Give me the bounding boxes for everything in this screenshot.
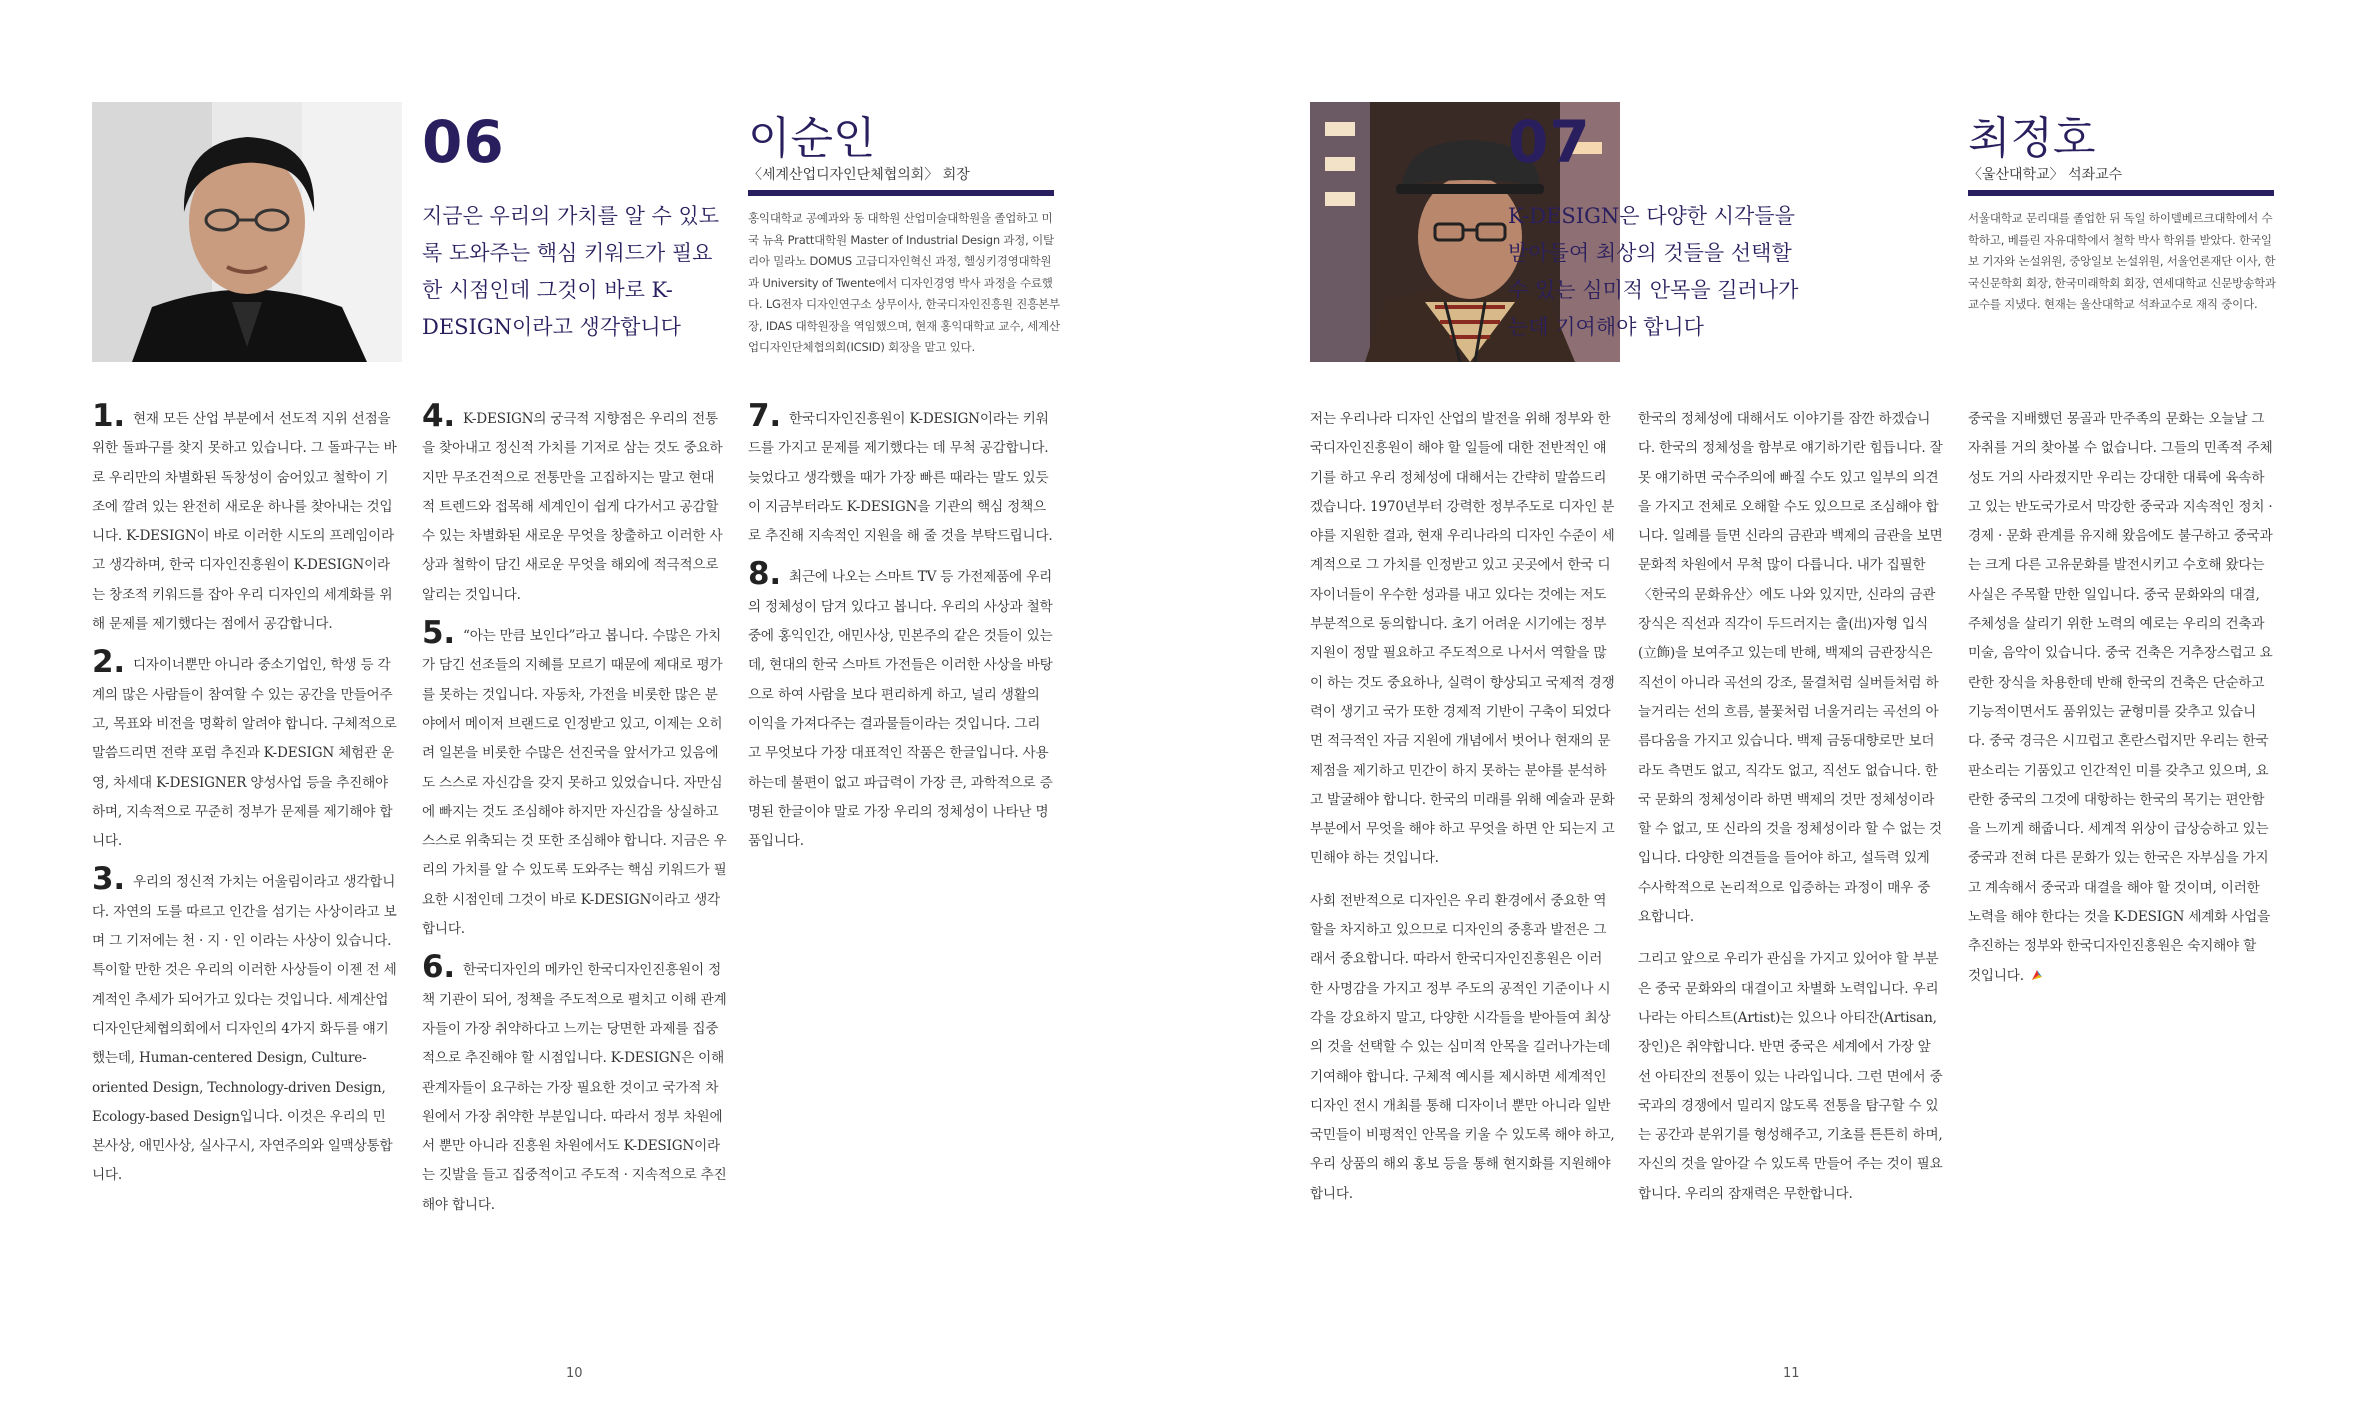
pull-quote: K-DESIGN은 다양한 시각들을 받아들여 최상의 것들을 선택할수 있는 심미적 안목을 길러나가는데 기여해야 합니다 [1508,204,1799,339]
answer-item [422,949,727,1220]
answer-text: 한국디자인진흥원이 K-DESIGN이라는 키워드를 가지고 문제를 제기했다는 데 무척 공감합니다. 늦었다고 생각했을 때가 가장 빠른 때라는 말도 있듯이 지금부터라도 K-DESIGN을 기관의 핵심 정책으로 추진해 지속적인 지원을 해 줄 것을 부탁드립니다. [748,411,1053,545]
answer-text: 우리의 정신적 가치는 어울림이라고 생각합니다. 자연의 도를 따르고 인간을 섬기는 사상이라고 보며 그 기저에는 천 · 지 · 인 이라는 사상이 있습니다. 특이할 만한 것은 우리의 이러한 사상들이 이젠 전 세계적인 추세가 되어가고 있다는 것입니다. 세계산업디자인단체협의회에서 디자인의 4가지 화두를 얘기했는데, Human-centered Design, Culture-oriented Design, Technology-driven Design, Ecology-based Design입니다. 이것은 우리의 민본사상, 애민사상, 실사구시, 자연주의와 일맥상통합니다. [92,874,397,1184]
answers-column-3 [748,398,1053,868]
answer-item [422,398,727,610]
interviewee-bio: 서울대학교 문리대를 졸업한 뒤 독일 하이델베르크대학에서 수학하고, 베를린 자유대학에서 철학 박사 학위를 받았다. 한국일보 기자와 논설위원, 중앙일보 논설위원, 서울언론재단 이사, 한국신문학회 회장, 한국미래학회 회장, 연세대학교 신문방송학과 교수를 지냈다. 현재는 울산대학교 석좌교수로 재직 중이다. [1968,211,2276,311]
page-number: 11 [1783,1366,1800,1381]
answer-text: “아는 만큼 보인다”라고 봅니다. 수많은 가치가 담긴 선조들의 지혜를 모르기 때문에 제대로 평가를 못하는 것입니다. 자동차, 가전을 비롯한 많은 분야에서 메이저 브랜드로 인정받고 있고, 이제는 오히려 일본을 비롯한 수많은 선진국을 앞서가고 있음에도 스스로 자신감을 갖지 못하고 있었습니다. 자만심에 빠지는 것도 조심해야 하지만 자신감을 상실하고 스스로 위축되는 것 또한 조심해야 합니다. 지금은 우리의 가치를 알 수 있도록 도와주는 핵심 키워드가 필요한 시점인데 그것이 바로 K-DESIGN이라고 생각합니다. [422,628,727,938]
answer-number: 5. [422,615,455,652]
answer-number: 7. [748,398,781,434]
answer-number: 8. [748,556,781,593]
answer-item [748,398,1053,551]
right-page [1181,0,2361,1412]
paragraph: 중국을 지배했던 몽골과 만주족의 문화는 오늘날 그 자취를 거의 찾아볼 수 없습니다. 그들의 민족적 주체성도 거의 사라졌지만 우리는 강대한 대륙에 육속하고 있는 반도국가로서 막강한 중국과 지속적인 정치 · 경제 · 문화 관계를 유지해 왔음에도 불구하고 중국과는 크게 다른 고유문화를 발전시키고 수호해 왔다는 사실은 주목할 만한 일입니다. 중국 문화와의 대결, 주체성을 살리기 위한 노력의 예로는 우리의 건축과 미술, 음악이 있습니다. 중국 건축은 거추장스럽고 요란한 장식을 차용한데 반해 한국의 건축은 단순하고 기능적이면서도 품위있는 균형미를 갖추고 있습니다. 중국 경극은 시끄럽고 혼란스럽지만 우리는 한국 판소리는 기품있고 인간적인 미를 갖추고 있으며, 요란한 중국의 그것에 대항하는 한국의 목기는 편안함을 느끼게 해줍니다. 세계적 위상이 급상승하고 있는 중국과 전혀 다른 문화가 있는 한국은 자부심을 가지고 계속해서 중국과 대결을 해야 할 것이며, 이러한 노력을 해야 한다는 것을 K-DESIGN 세계화 사업을 추진하는 정부와 한국디자인진흥원은 숙지해야 할 것입니다. [1968,411,2273,984]
answer-number: 6. [422,949,455,986]
answer-number: 1. [92,398,125,434]
answer-text: 현재 모든 산업 부분에서 선도적 지위 선점을 위한 돌파구를 찾지 못하고 있습니다. 그 돌파구는 바로 우리만의 차별화된 독창성이 숨어있고 철학이 기조에 깔려 있는 완전히 새로운 하나를 찾아내는 것입니다. K-DESIGN이 바로 이러한 시도의 프레임이라고 생각하며, 한국 디자인진흥원이 K-DESIGN이라는 창조적 키워드를 잡아 우리 디자인의 세계화를 위해 문제를 제기했다는 점에서 공감합니다. [92,411,397,633]
portrait-photo-lee [92,102,402,362]
interviewee-bio: 홍익대학교 공예과와 동 대학원 산업미술대학원을 졸업하고 미국 뉴욕 Pratt대학원 Master of Industrial Design 과정, 이탈리아 밀라노 DOMUS 고급디자인혁신 과정, 헬싱키경영대학원과 University of Twente에서 디자인경영 박사 과정을 수료했다. LG전자 디자인연구소 상무이사, 한국디자인진흥원 진흥본부장, IDAS 대학원장을 역임했으며, 현재 홍익대학교 교수, 세계산업디자인단체협의회(ICSID) 회장을 맡고 있다. [748,211,1060,354]
article-column-1 [1310,405,1615,1222]
answer-text: 최근에 나오는 스마트 TV 등 가전제품에 우리의 정체성이 담겨 있다고 봅니다. 우리의 사상과 철학 중에 홍익인간, 애민사상, 민본주의 같은 것들이 있는데, 현대의 한국 스마트 가전들은 이러한 사상을 바탕으로 하여 사람을 보다 편리하게 하고, 널리 생활의 이익을 가져다주는 결과물들이라는 것입니다. 그리고 무엇보다 가장 대표적인 작품은 한글입니다. 사용하는데 불편이 없고 파급력이 가장 큰, 과학적으로 증명된 한글이야 말로 가장 우리의 정체성이 나타난 명품입니다. [748,569,1053,850]
answer-number: 3. [92,861,125,898]
interview-number: 07 [1508,108,1591,176]
answer-item [748,556,1053,856]
answer-text: 디자이너뿐만 아니라 중소기업인, 학생 등 각계의 많은 사람들이 참여할 수 있는 공간을 만들어주고, 목표와 비전을 명확히 알려야 합니다. 구체적으로 말씀드리면 전략 포럼 추진과 K-DESIGN 체험관 운영, 차세대 K-DESIGNER 양성사업 등을 추진해야 하며, 지속적으로 꾸준히 정부가 문제를 제기해야 합니다. [92,657,397,850]
answer-item [422,615,727,944]
paragraph: 사회 전반적으로 디자인은 우리 환경에서 중요한 역할을 차지하고 있으므로 디자인의 중흥과 발전은 그래서 중요합니다. 따라서 한국디자인진흥원은 이러한 사명감을 가지고 정부 주도의 공적인 기준이나 시각을 강요하지 말고, 다양한 시각들을 받아들여 최상의 것을 선택할 수 있는 심미적 안목을 길러나가는데 기여해야 합니다. 구체적 예시를 제시하면 세계적인 디자인 전시 개최를 통해 디자이너 뿐만 아니라 일반국민들이 비평적인 안목을 키울 수 있도록 해야 하고, 우리 상품의 해외 홍보 등을 통해 현지화를 지원해야 합니다. [1310,892,1615,1202]
interviewee-name: 최정호 [1968,113,2096,164]
left-page [0,0,1180,1412]
paragraph: 그리고 앞으로 우리가 관심을 가지고 있어야 할 부분은 중국 문화와의 대결이고 차별화 노력입니다. 우리나라는 아티스트(Artist)는 있으나 아티잔(Artisan, 장인)은 취약합니다. 반면 중국은 세계에서 가장 앞선 아티잔의 전통이 있는 나라입니다. 그런 면에서 중국과의 경쟁에서 밀리지 않도록 전통을 탐구할 수 있는 공간과 분위기를 형성해주고, 기초를 튼튼히 하며, 자신의 것을 알아갈 수 있도록 만들어 주는 것이 필요합니다. 우리의 잠재력은 무한합니다. [1638,951,1943,1202]
page-number: 10 [566,1366,583,1381]
answer-item [92,398,397,639]
answers-column-2 [422,398,727,1232]
article-column-3 [1968,405,2273,1004]
interviewee-role: 〈울산대학교〉 석좌교수 [1968,164,2274,196]
answer-text: K-DESIGN의 궁극적 지향점은 우리의 전통을 찾아내고 정신적 가치를 기저로 삼는 것도 중요하지만 무조건적으로 전통만을 고집하지는 말고 현대적 트렌드와 접목해 세계인이 쉽게 다가서고 공감할 수 있는 차별화된 새로운 무엇을 창출하고 이러한 사상과 철학이 담긴 새로운 무엇을 해외에 적극적으로 알리는 것입니다. [422,411,723,603]
article-column-2 [1638,405,1943,1222]
answer-item [92,861,397,1190]
end-mark-icon [2030,968,2044,982]
answer-number: 2. [92,644,125,681]
answer-text: 한국디자인의 메카인 한국디자인진흥원이 정책 기관이 되어, 정책을 주도적으로 펼치고 이해 관계자들이 가장 취약하다고 느끼는 당면한 과제를 집중적으로 추진해야 할 시점입니다. K-DESIGN은 이해 관계자들이 요구하는 가장 필요한 것이고 국가적 차원에서 가장 취약한 부분입니다. 따라서 정부 차원에서 뿐만 아니라 진흥원 차원에서도 K-DESIGN이라는 깃발을 들고 집중적이고 주도적 · 지속적으로 추진해야 합니다. [422,962,727,1213]
interviewee-name: 이순인 [748,113,876,164]
answers-column-1 [92,398,397,1203]
answer-item [92,644,397,856]
interview-number: 06 [422,108,505,176]
interviewee-role: 〈세계산업디자인단체협의회〉 회장 [748,164,1054,196]
paragraph: 한국의 정체성에 대해서도 이야기를 잠깐 하겠습니다. 한국의 정체성을 함부로 얘기하기란 힘듭니다. 잘못 얘기하면 국수주의에 빠질 수도 있고 일부의 의견을 가지고 전체로 오해할 수도 있으므로 조심해야 합니다. 일례를 들면 신라의 금관과 백제의 금관을 보면 문화적 차원에서 무척 많이 다릅니다. 내가 집필한 〈한국의 문화유산〉에도 나와 있지만, 신라의 금관 장식은 직선과 직각이 두드러지는 출(出)자형 입식(立飾)을 보여주고 있는데 반해, 백제의 금관장식은 직선이 아니라 곡선의 강조, 물결처럼 실버들처럼 하늘거리는 선의 흐름, 불꽃처럼 너울거리는 곡선의 아름다움을 가지고 있습니다. 백제 금동대향로만 보더라도 측면도 없고, 직각도 없고, 직선도 없습니다. 한국 문화의 정체성이라 하면 백제의 것만 정체성이라 할 수 없고, 또 신라의 것을 정체성이라 할 수 없는 것입니다. 다양한 의견들을 들어야 하고, 설득력 있게 수사학적으로 논리적으로 입증하는 과정이 매우 중요합니다. [1638,411,1943,926]
answer-number: 4. [422,398,455,434]
paragraph-with-end-mark [1968,405,2273,991]
paragraph: 저는 우리나라 디자인 산업의 발전을 위해 정부와 한국디자인진흥원이 해야 할 일들에 대한 전반적인 얘기를 하고 우리 정체성에 대해서는 간략히 말씀드리겠습니다. 1970년부터 강력한 정부주도로 디자인 분야를 지원한 결과, 현재 우리나라의 디자인 수준이 세계적으로 그 가치를 인정받고 있고 곳곳에서 한국 디자이너들이 우수한 성과를 내고 있다는 것에는 저도 부분적으로 동의합니다. 초기 어려운 시기에는 정부 지원이 정말 필요하고 주도적으로 나서서 역할을 많이 하는 것도 중요하나, 실력이 향상되고 국제적 경쟁력이 생기고 국가 또한 경제적 기반이 구축이 되었다면 적극적인 자금 지원에 개념에서 벗어나 현재의 문제점을 제기하고 민간이 하지 못하는 분야를 분석하고 발굴해야 합니다. 한국의 미래를 위해 예술과 문화 부분에서 무엇을 해야 하고 무엇을 하면 안 되는지 고민해야 하는 것입니다. [1310,411,1615,867]
pull-quote: 지금은 우리의 가치를 알 수 있도록 도와주는 핵심 키워드가 필요한 시점인데 그것이 바로 K-DESIGN이라고 생각합니다 [422,204,720,339]
